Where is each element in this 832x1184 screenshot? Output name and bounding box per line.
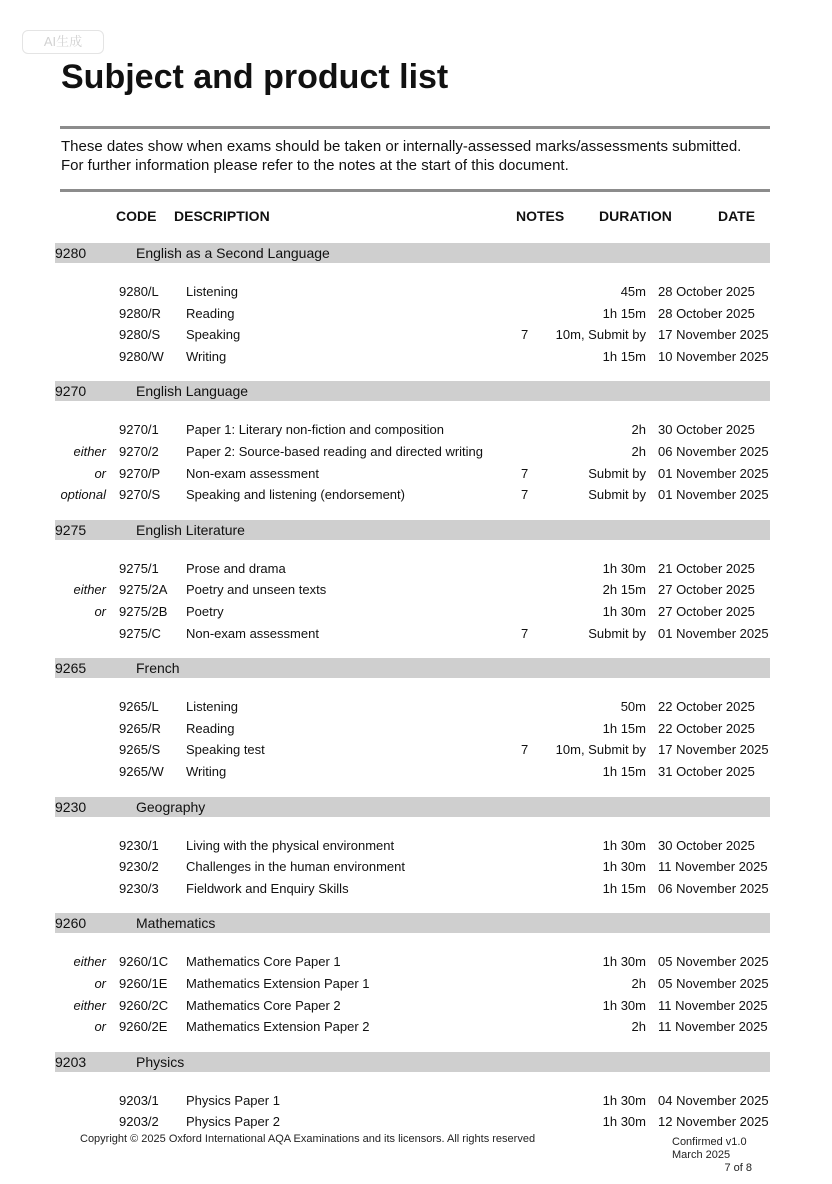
row-notes: 7 [521,487,529,503]
table-row [55,1111,770,1132]
row-duration: Submit by [588,487,646,503]
row-code: 9265/R [119,720,161,736]
row-code: 9270/P [119,465,161,481]
copyright-text: Copyright © 2025 Oxford International AQA Examinations and its licensors. All rights reserved [80,1133,536,1145]
row-description: Physics Paper 1 [186,1092,280,1108]
column-header-notes: NOTES [516,208,565,224]
table-row [55,601,770,622]
row-code: 9265/W [119,764,164,779]
row-duration: 1h 30m [602,1114,646,1130]
row-description: Non-exam assessment [186,625,319,641]
page-title: Subject and product list [61,58,449,96]
row-code: 9270/S [119,487,161,503]
row-date: 06 November 2025 [658,444,769,459]
row-duration: 1h 30m [602,1092,646,1108]
row-description: Listening [186,699,239,715]
section-code: 9203 [55,1053,87,1070]
table-row [55,346,770,367]
row-option: optional [60,487,106,503]
section-name: English Language [136,383,249,400]
row-date: 04 November 2025 [658,1092,769,1108]
row-code: 9280/R [119,305,161,321]
table-row [55,995,770,1016]
section-name: Geography [136,798,206,815]
row-date: 30 October 2025 [658,837,755,853]
row-code: 9260/1C [119,954,169,970]
table-row [55,441,770,462]
row-code: 9203/2 [119,1114,159,1130]
row-code: 9230/2 [119,859,159,875]
column-header-duration: DURATION [599,208,672,224]
table-row [55,303,770,324]
watermark-badge: AI生成 [22,30,104,54]
table-row [55,696,770,717]
row-option: or [94,465,106,481]
section-header [55,658,770,678]
row-duration: 45m [620,284,646,299]
row-duration: 1h 30m [602,560,646,576]
row-duration: 1h 15m [602,348,646,364]
table-row [55,579,770,600]
row-code: 9275/2B [119,604,168,619]
row-description: Physics Paper 2 [186,1114,280,1130]
row-duration: 1h 30m [602,954,646,970]
section-code: 9270 [55,383,87,400]
row-date: 11 November 2025 [658,997,768,1013]
row-option: or [94,604,106,619]
row-description: Speaking [186,327,241,343]
row-notes: 7 [521,742,529,758]
row-duration: 1h 15m [602,764,646,779]
row-code: 9265/L [119,699,159,715]
row-notes: 7 [521,327,529,343]
row-option: or [94,976,106,991]
table-row [55,973,770,994]
intro-text: These dates show when exams should be taken or internally-assessed marks/assessments submitted. For further information please refer to the notes at the start of this document. [61,138,742,174]
row-description: Non-exam assessment [186,465,319,481]
row-duration: 1h 30m [602,604,646,619]
row-date: 06 November 2025 [658,880,769,896]
row-duration: 2h [631,976,646,991]
row-code: 9260/2C [119,997,169,1013]
row-date: 10 November 2025 [658,348,769,364]
table-row [55,761,770,782]
section-header [55,243,770,263]
row-description: Poetry and unseen texts [186,582,327,598]
row-code: 9280/L [119,284,159,299]
row-date: 17 November 2025 [658,327,769,343]
row-code: 9203/1 [119,1092,159,1108]
row-description: Prose and drama [186,560,286,576]
row-notes: 7 [521,625,529,641]
row-date: 01 November 2025 [658,625,769,641]
version-status: Confirmed v1.0 [672,1136,747,1148]
section-header [55,381,770,401]
section-name: English as a Second Language [136,245,330,261]
row-date: 11 November 2025 [658,859,768,875]
section-header [55,1052,770,1072]
row-duration: 10m, Submit by [555,327,646,343]
table-row [55,463,770,484]
row-code: 9270/2 [119,444,159,459]
row-description: Mathematics Extension Paper 2 [186,1019,370,1035]
row-description: Speaking test [186,742,265,758]
row-duration: 2h [631,1019,646,1035]
row-code: 9260/2E [119,1019,168,1035]
row-duration: 2h 15m [602,582,646,598]
top-divider [60,126,770,129]
column-header-date: DATE [718,208,756,224]
section-name: French [136,660,180,677]
row-date: 27 October 2025 [658,604,755,619]
row-date: 17 November 2025 [658,742,769,758]
section-name: English Literature [136,521,245,538]
row-description: Mathematics Core Paper 1 [186,954,341,970]
section-header [55,797,770,817]
section-header [55,520,770,540]
table-row [55,324,770,345]
row-date: 21 October 2025 [658,560,755,576]
row-description: Challenges in the human environment [186,859,405,875]
row-description: Paper 2: Source-based reading and directed writing [186,444,484,459]
row-duration: 10m, Submit by [555,742,646,758]
bottom-divider [60,189,770,192]
table-row [55,558,770,579]
table-row [55,835,770,856]
row-date: 22 October 2025 [658,699,755,715]
row-description: Listening [186,284,239,299]
row-description: Reading [186,305,235,321]
row-duration: 1h 30m [602,859,646,875]
section-code: 9230 [55,798,87,815]
page-number: 7 of 8 [724,1162,752,1174]
row-option: either [73,954,106,970]
row-code: 9275/C [119,625,161,641]
row-date: 22 October 2025 [658,720,755,736]
row-date: 12 November 2025 [658,1114,769,1130]
row-duration: 1h 15m [602,305,646,321]
row-description: Mathematics Extension Paper 1 [186,976,370,991]
table-row [55,1016,770,1037]
column-header-code: CODE [116,208,157,224]
row-code: 9280/W [119,348,164,364]
row-duration: Submit by [588,625,646,641]
row-code: 9260/1E [119,976,168,991]
row-description: Poetry [186,604,224,619]
row-description: Speaking and listening (endorsement) [186,487,405,503]
row-code: 9230/3 [119,880,159,896]
row-date: 05 November 2025 [658,976,769,991]
row-duration: 1h 15m [602,880,646,896]
row-option: either [73,582,106,598]
row-code: 9280/S [119,327,161,343]
table-row [55,281,770,302]
table-row [55,951,770,972]
row-duration: 1h 15m [602,720,646,736]
table-row [55,1090,770,1111]
section-code: 9275 [55,521,87,538]
row-duration: 50m [620,699,646,715]
row-description: Fieldwork and Enquiry Skills [186,880,349,896]
row-description: Mathematics Core Paper 2 [186,997,341,1013]
row-duration: Submit by [588,465,646,481]
section-code: 9280 [55,245,87,261]
row-duration: 2h [631,444,646,459]
section-header [55,913,770,933]
row-duration: 2h [631,422,646,438]
row-code: 9265/S [119,742,161,758]
row-description: Paper 1: Literary non-fiction and composition [186,422,444,438]
section-name: Mathematics [136,915,216,932]
row-description: Reading [186,720,235,736]
row-duration: 1h 30m [602,837,646,853]
row-code: 9230/1 [119,837,159,853]
row-code: 9275/1 [119,560,159,576]
column-header-description: DESCRIPTION [174,208,270,224]
row-option: either [73,997,106,1013]
row-option: or [94,1019,106,1035]
row-date: 05 November 2025 [658,954,769,970]
row-date: 01 November 2025 [658,487,769,503]
section-code: 9265 [55,660,87,677]
version-date: March 2025 [672,1149,731,1161]
table-row [55,484,770,505]
table-row [55,739,770,760]
row-option: either [73,444,106,459]
row-duration: 1h 30m [602,997,646,1013]
row-date: 01 November 2025 [658,465,769,481]
row-code: 9275/2A [119,582,168,598]
table-row [55,856,770,877]
table-row [55,419,770,440]
row-notes: 7 [521,465,529,481]
section-name: Physics [136,1053,185,1070]
table-row [55,623,770,644]
row-date: 28 October 2025 [658,305,755,321]
row-date: 28 October 2025 [658,284,755,299]
row-description: Writing [186,348,227,364]
row-date: 31 October 2025 [658,764,755,779]
row-date: 11 November 2025 [658,1019,768,1035]
row-code: 9270/1 [119,422,159,438]
table-row [55,878,770,899]
table-row [55,718,770,739]
row-date: 30 October 2025 [658,422,755,438]
row-description: Living with the physical environment [186,837,395,853]
section-code: 9260 [55,915,87,932]
row-description: Writing [186,764,227,779]
row-date: 27 October 2025 [658,582,755,598]
